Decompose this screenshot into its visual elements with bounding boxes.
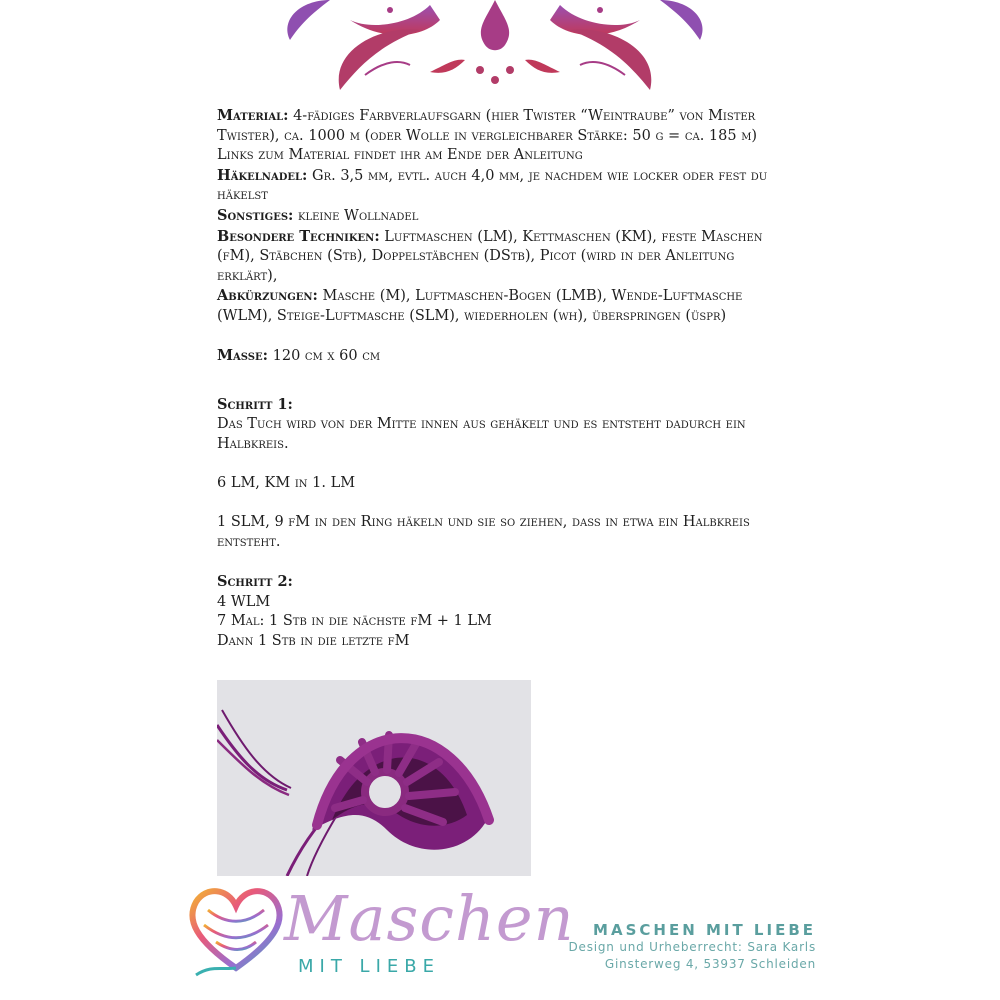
techniques-line [217,227,787,287]
step1-line2: 1 SLM, 9 fM in den Ring häkeln und sie so ziehen, dass in etwa ein Halbkreis entsteht. [217,514,750,550]
techniques-text: Luftmaschen (LM), Kettmaschen (KM), feste Maschen (fM), Stäbchen (Stb), Doppelstäbchen (DStb), Picot (wird in der Anleitung erklärt), [217,228,763,284]
step2-line1: 4 WLM [217,593,271,610]
misc-line [217,206,787,227]
abbreviations-text: Masche (M), Luftmaschen-Bogen (LMB), Wende-Luftmasche (WLM), Steige-Luftmasche (SLM), wiederholen (wh), überspringen (üspr) [217,288,743,324]
hook-text: Gr. 3,5 mm, evtl. auch 4,0 mm, je nachdem wie locker oder fest du häkelst [217,167,768,204]
footer-brand: MASCHEN MIT LIEBE [593,921,816,939]
hook-label: Häkelnadel: [217,166,308,184]
footer-credits [568,921,816,973]
footer-address: Ginsterweg 4, 53937 Schleiden [604,957,816,971]
size-line [217,346,787,367]
logo-subtitle: MIT LIEBE [298,956,440,977]
size-label: Masse: [217,347,269,365]
step1-line1: 6 LM, KM in 1. LM [217,475,356,492]
misc-text: kleine Wollnadel [298,207,419,224]
hook-line [217,166,787,206]
heart-yarn-icon [186,880,286,980]
abbreviations-line [217,286,787,326]
material-label: Material: [217,107,289,124]
floral-ornament [270,0,720,95]
crochet-photo [217,680,531,876]
footer-credit: Design und Urheberrecht: Sara Karls [568,940,816,954]
step2-line2: 7 Mal: 1 Stb in die nächste fM + 1 LM [217,613,492,630]
material-line [217,106,787,146]
logo-script-text: Maschen [284,882,575,955]
techniques-label: Besondere Techniken: [217,227,380,245]
pattern-instructions [217,106,787,651]
abbreviations-label: Abkürzungen: [217,287,318,305]
size-text: 120 cm x 60 cm [272,348,381,365]
brand-logo [186,880,575,985]
crochet-halfcircle-image [217,680,531,876]
material-text: 4-fädiges Farbverlaufsgarn (hier Twister “Weintraube” von Mister Twister), ca. 1000 m (oder Wolle in vergleichbarer Stärke: 50 g = ca. 185 m) [217,108,758,144]
links-note: Links zum Material findet ihr am Ende der Anleitung [217,147,583,164]
step2-title: Schritt 2: [217,573,293,591]
step2-line3: Dann 1 Stb in die letzte fM [217,632,410,649]
step1-title: Schritt 1: [217,395,293,413]
step1-intro: Das Tuch wird von der Mitte innen aus gehäkelt und es entsteht dadurch ein Halbkreis. [217,416,746,452]
misc-label: Sonstiges: [217,206,294,224]
